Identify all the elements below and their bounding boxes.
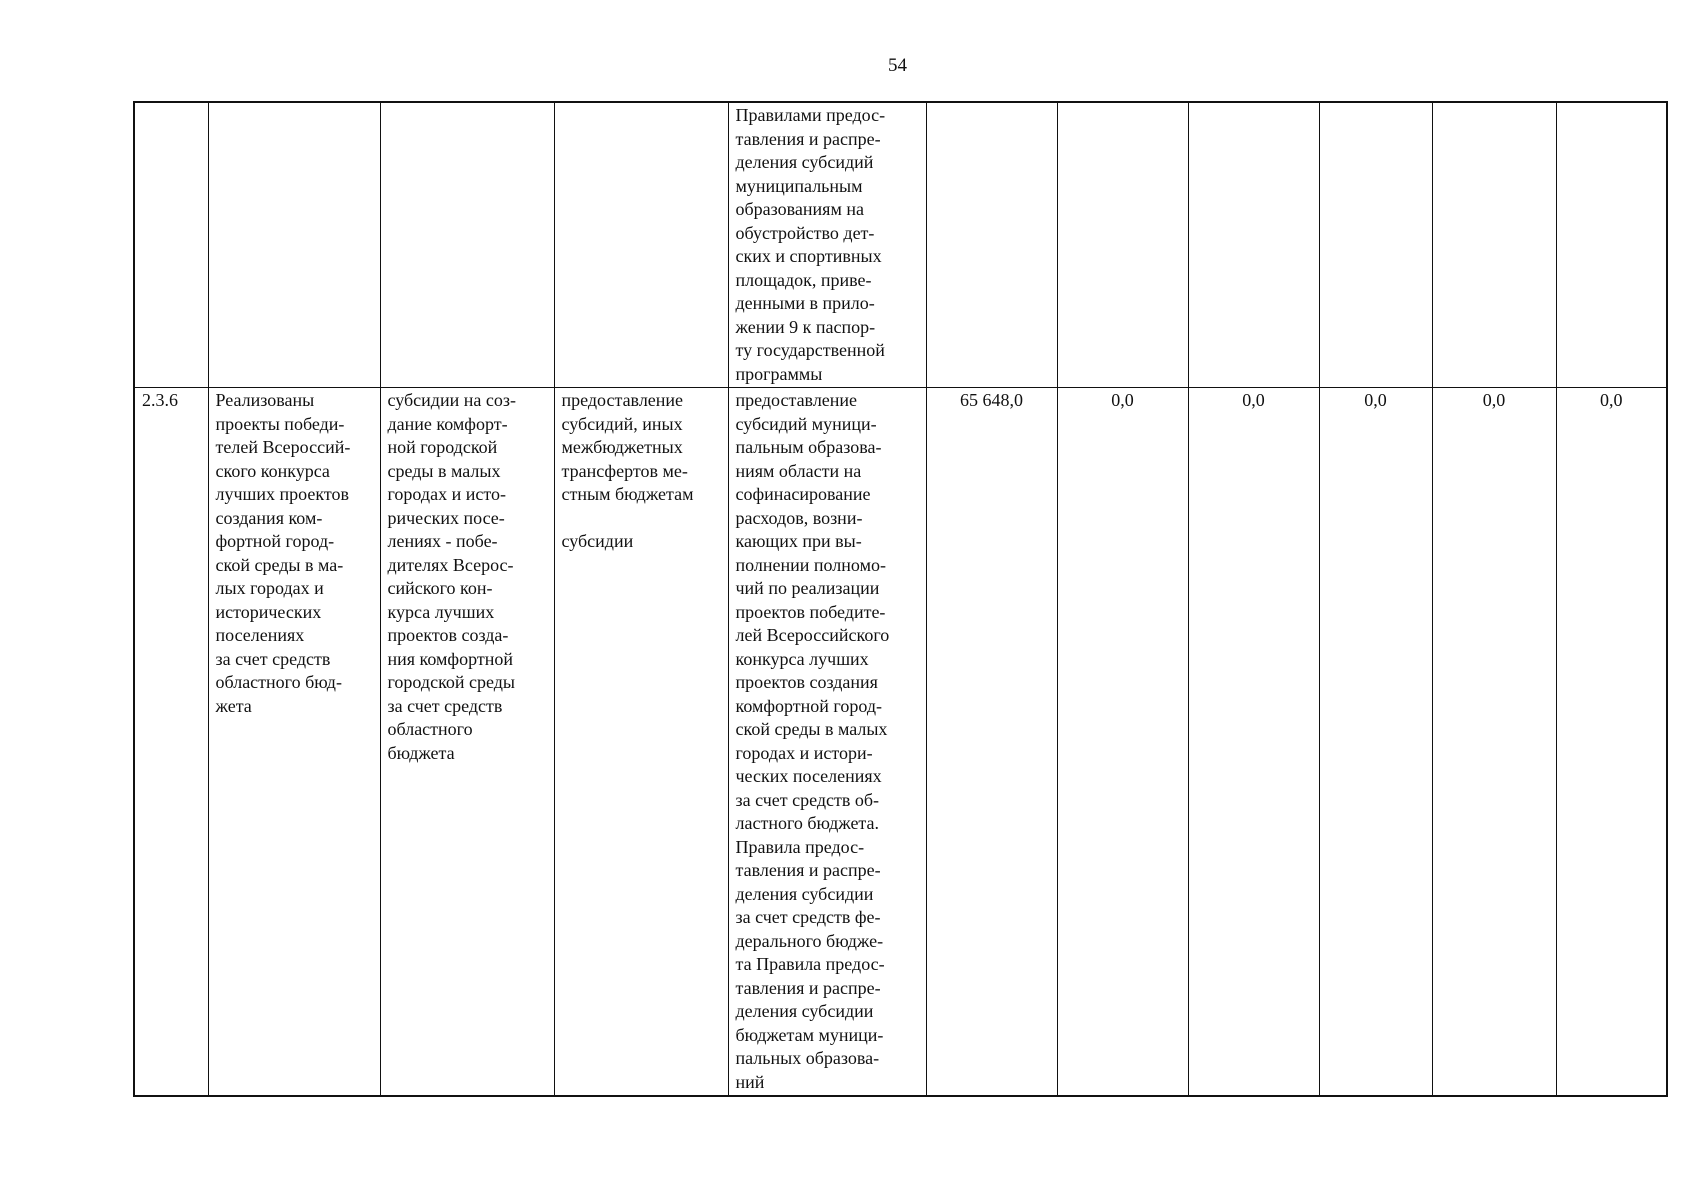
row-index-cell: 2.3.6 <box>134 388 208 1097</box>
table-row <box>134 388 1667 1097</box>
program-table <box>133 101 1668 1097</box>
value-cell: 0,0 <box>1319 388 1432 1097</box>
value-cell <box>1432 102 1556 388</box>
result-name-cell: Реализованы проекты победи- телей Всероссий- ского конкурса лучших проектов создания ком- фортной город- ской среды в ма- лых городах и исторических поселениях за счет средств областного бюд- жета <box>208 388 380 1097</box>
event-cell: субсидии на соз- дание комфорт- ной городской среды в малых городах и исто- рических посе- лениях - побе- дителях Всерос- сийского кон- курса лучших проектов созда- ния комфортной городской среды за счет средств областного бюджета <box>380 388 554 1097</box>
value-cell: 0,0 <box>1432 388 1556 1097</box>
page-number: 54 <box>888 55 907 76</box>
description-cell: предоставление субсидий муници- пальным образова- ниям области на софинасирование расходов, возни- кающих при вы- полнении полномо- чий по реализации проектов победите- лей Всероссийского конкурса лучших проектов создания комфортной город- ской среды в малых городах и истори- ческих поселениях за счет средств об- ластного бюджета. Правила предос- тавления и распре- деления субсидии за счет средств фе- дерального бюдже- та Правила предос- тавления и распре- деления субсидии бюджетам муници- пальных образова- ний <box>728 388 926 1097</box>
table-row <box>134 102 1667 388</box>
row-index-cell <box>134 102 208 388</box>
event-cell <box>380 102 554 388</box>
value-cell <box>1057 102 1188 388</box>
value-cell <box>926 102 1057 388</box>
value-cell <box>1319 102 1432 388</box>
value-cell: 0,0 <box>1057 388 1188 1097</box>
value-cell <box>1556 102 1667 388</box>
result-name-cell <box>208 102 380 388</box>
description-cell: Правилами предос- тавления и распре- деления субсидий муниципальным образованиям на обустройство дет- ских и спортивных площадок, приве- денными в прило- жении 9 к паспор- ту государственной программы <box>728 102 926 388</box>
mechanism-cell <box>554 102 728 388</box>
value-cell: 0,0 <box>1188 388 1319 1097</box>
mechanism-cell: предоставление субсидий, иных межбюджетных трансфертов ме- стным бюджетам субсидии <box>554 388 728 1097</box>
value-cell <box>1188 102 1319 388</box>
value-cell: 65 648,0 <box>926 388 1057 1097</box>
value-cell: 0,0 <box>1556 388 1667 1097</box>
